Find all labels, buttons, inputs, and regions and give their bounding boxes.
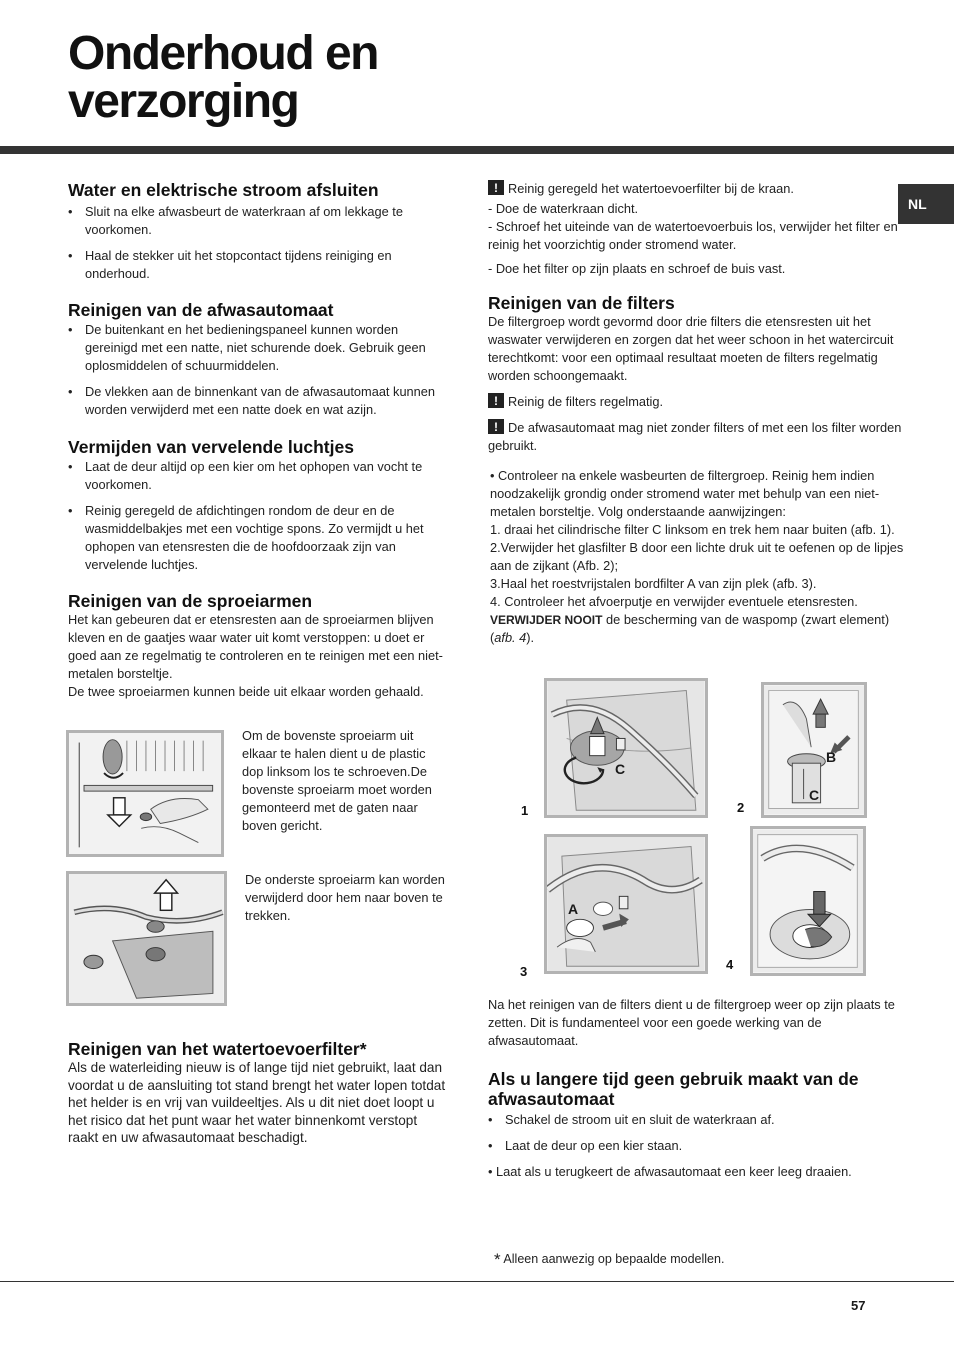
filter-figure-1 bbox=[544, 678, 708, 818]
bullet: • Sluit na elke afwasbeurt de waterkraan af om lekkage te voorkomen. bbox=[68, 203, 448, 239]
page-number: 57 bbox=[851, 1298, 866, 1313]
lower-spray-arm-illustration bbox=[66, 871, 227, 1006]
bullet: • Reinig geregeld de afdichtingen rondom de deur en de wasmiddelbakjes met een vochtige spons. Zo vermijdt u het ophopen van etensresten die de hoofdoorzaak zijn van vervelende luchtjes. bbox=[68, 502, 448, 574]
filter-c-label: C bbox=[615, 761, 626, 777]
figure-number: 2 bbox=[737, 800, 745, 815]
section-langere-tijd bbox=[488, 1069, 908, 1181]
paragraph: De filtergroep wordt gevormd door drie filters die etensresten uit het waswater verwijderen en zorgen dat het weer schoon in het watercircuit terechtkomt: voor een optimaal resultaat moeten de filters regelmatig worden schoongemaakt. bbox=[488, 314, 894, 383]
warning-icon bbox=[488, 419, 504, 434]
step-warning: VERWIJDER NOOIT de bescherming van de waspomp (zwart element) (afb. 4). bbox=[490, 612, 890, 645]
filter-c-label: C bbox=[809, 787, 820, 803]
filter-a-label: A bbox=[568, 901, 579, 917]
footnote-star: * bbox=[494, 1250, 501, 1269]
bullet: • De vlekken aan de binnenkant van de afwasautomaat kunnen worden verwijderd met een natte doek en wat azijn. bbox=[68, 383, 448, 419]
figure-number: 1 bbox=[521, 803, 529, 818]
filters-after-text: Na het reinigen van de filters dient u de filtergroep weer op zijn plaats te zetten. Dit is fundamenteel voor een goede werking van de afwasautomaat. bbox=[488, 997, 895, 1048]
warning-text: Reinig de filters regelmatig. bbox=[508, 394, 664, 409]
section-heading: Water en elektrische stroom afsluiten bbox=[68, 180, 379, 200]
lower-spray-arm-text: De onderste sproeiarm kan worden verwijderd door hem naar boven te trekken. bbox=[245, 872, 445, 923]
language-tab: NL bbox=[898, 184, 954, 224]
filter-figure-3 bbox=[544, 834, 708, 974]
step: 2.Verwijder het glasfilter B door een lichte druk uit te oefenen op de lipjes aan de zijkant (Afb. 2); bbox=[490, 540, 904, 573]
bullet: • Laat de deur altijd op een kier om het ophopen van vocht te voorkomen. bbox=[68, 458, 448, 494]
section-heading: Reinigen van de filters bbox=[488, 293, 675, 313]
section-luchtjes bbox=[68, 437, 448, 582]
step: 1. draai het cilindrische filter C linksom en trek hem naar buiten (afb. 1). bbox=[490, 522, 895, 537]
bullet: • Haal de stekker uit het stopcontact tijdens reiniging en onderhoud. bbox=[68, 247, 448, 283]
filter-figure-2 bbox=[761, 682, 867, 818]
title-rule bbox=[0, 146, 954, 154]
section-sproeiarmen bbox=[68, 591, 446, 701]
footer-rule bbox=[0, 1281, 954, 1282]
section-afwasautomaat bbox=[68, 300, 448, 427]
paragraph: • Laat als u terugkeert de afwasautomaat een keer leeg draaien. bbox=[488, 1164, 852, 1179]
bullet: • De buitenkant en het bedieningspaneel kunnen worden gereinigd met een natte, niet schurende doek. Gebruik geen oplosmiddelen of schuurmiddelen. bbox=[68, 321, 448, 375]
filter-steps bbox=[490, 467, 908, 647]
warning-icon bbox=[488, 180, 504, 195]
page-title: Onderhoud en verzorging bbox=[68, 27, 378, 128]
filter-b-label: B bbox=[826, 749, 837, 765]
bullet: • Schakel de stroom uit en sluit de waterkraan af. bbox=[488, 1111, 908, 1129]
step: 3.Haal het roestvrijstalen bordfilter A van zijn plek (afb. 3). bbox=[490, 576, 817, 591]
step: - Doe het filter op zijn plaats en schroef de buis vast. bbox=[488, 261, 786, 276]
section-water-stroom bbox=[68, 180, 448, 291]
paragraph: De twee sproeiarmen kunnen beide uit elkaar worden gehaald. bbox=[68, 684, 424, 699]
section-heading: Reinigen van de sproeiarmen bbox=[68, 591, 313, 611]
warning-text: De afwasautomaat mag niet zonder filters of met een los filter worden gebruikt. bbox=[488, 420, 902, 453]
section-heading: Als u langere tijd geen gebruik maakt van de afwasautomaat bbox=[488, 1069, 859, 1109]
figure-number: 4 bbox=[726, 957, 734, 972]
paragraph: Het kan gebeuren dat er etensresten aan de sproeiarmen blijven kleven en de gaatjes waar water uit komt verstoppen: u doet er goed aan ze regelmatig te controleren en te reinigen met een niet-metalen borsteltje. bbox=[68, 612, 443, 681]
paragraph: Als de waterleiding nieuw is of lange tijd niet gebruikt, laat dan voordat u de aansluiting tot stand brengt het water lopen totdat het helder is en vrij van vuildeeltjes. Als u dit niet doet loopt u het risico dat het punt waar het water binnenkomt verstopt raakt en uw afwasautomaat beschadigt. bbox=[68, 1060, 446, 1145]
upper-spray-arm-text: Om de bovenste sproeiarm uit elkaar te halen dient u de plastic dop linksom los te schroeven.De bovenste sproeiarm moet worden gemonteerd met de gaten naar boven gericht. bbox=[242, 728, 432, 833]
section-filters bbox=[488, 293, 908, 455]
section-heading: Reinigen van het watertoevoerfilter* bbox=[68, 1039, 367, 1059]
bullet: • Laat de deur op een kier staan. bbox=[488, 1137, 908, 1155]
warning-text: Reinig geregeld het watertoevoerfilter bij de kraan. bbox=[508, 181, 794, 196]
bold-text: VERWIJDER NOOIT bbox=[490, 613, 603, 627]
footnote-text: Alleen aanwezig op bepaalde modellen. bbox=[503, 1252, 725, 1266]
upper-spray-arm-illustration bbox=[66, 730, 224, 857]
filter-figure-4 bbox=[750, 826, 866, 976]
step: - Schroef het uiteinde van de watertoevoerbuis los, verwijder het filter en reinig het voorzichtig onder stromend water. bbox=[488, 219, 898, 252]
step: 4. Controleer het afvoerputje en verwijder eventuele etensresten. bbox=[490, 594, 858, 609]
water-filter-instructions bbox=[488, 180, 904, 278]
paragraph: • Controleer na enkele wasbeurten de filtergroep. Reinig hem indien noodzakelijk grondig onder stromend water met behulp van een niet-metalen borsteltje. Volg onderstaande aanwijzingen: bbox=[490, 468, 880, 519]
section-heading: Vermijden van vervelende luchtjes bbox=[68, 437, 354, 457]
figure-number: 3 bbox=[520, 964, 528, 979]
footnote bbox=[494, 1250, 724, 1270]
step: - Doe de waterkraan dicht. bbox=[488, 201, 639, 216]
section-heading: Reinigen van de afwasautomaat bbox=[68, 300, 334, 320]
warning-icon bbox=[488, 393, 504, 408]
section-watertoevoerfilter bbox=[68, 1039, 446, 1147]
